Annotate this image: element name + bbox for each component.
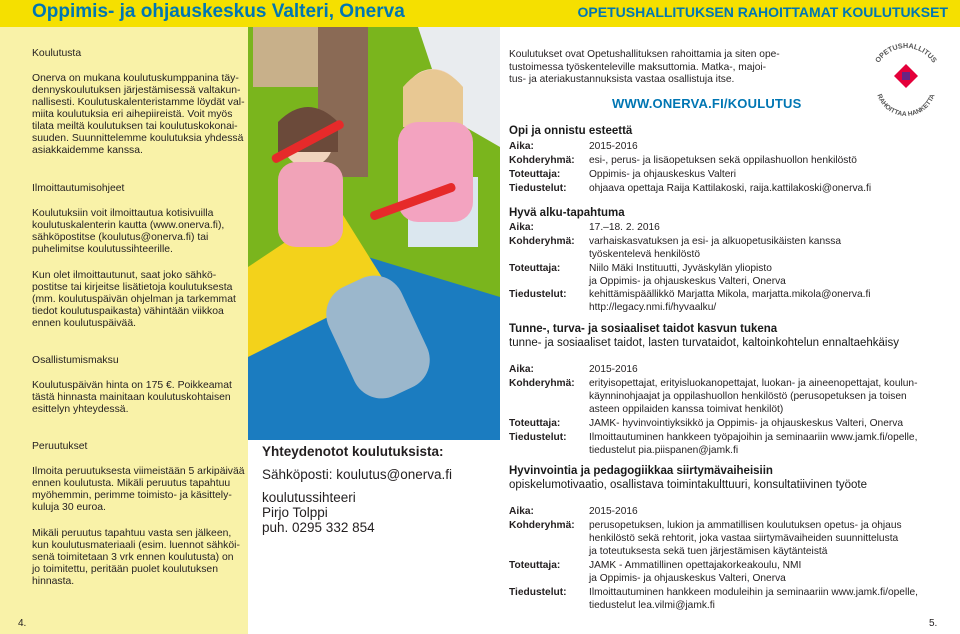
ilmo-p2-line-2: postitse tai kirjeitse lisätietoja koulutuksesta (32, 282, 233, 293)
osal-line-2: tästä hinnasta mainitaan koulutuskohtaisen (32, 392, 231, 403)
course-4-aika: 2015-2016 (589, 506, 638, 517)
logo-text-top: OPETUSHALLITUS (873, 40, 940, 65)
intro-line-3: tus- ja ateriakustannuksista vastaa osallistuja itse. (509, 74, 735, 86)
course-1-kohderyhma: esi-, perus- ja lisäopetuksen sekä oppilashuollon henkilöstö (589, 155, 857, 166)
course-2-toteuttaja-1: Niilo Mäki Instituutti, Jyväskylän yliopisto (589, 263, 772, 274)
course-4-title: Hyvinvointia ja pedagogiikkaa siirtymävaiheisiin (509, 465, 773, 477)
ilmo-line-4: puhelimitse koulutussihteerille. (32, 244, 173, 255)
koulutusta-line-7: asiakkaidemme kanssa. (32, 145, 143, 156)
course-1-toteuttaja: Oppimis- ja ohjauskeskus Valteri (589, 169, 737, 180)
course-2-tiedustelut-1: kehittämispäällikkö Marjatta Mikola, marjatta.mikola@onerva.fi (589, 289, 871, 300)
course-2-tiedustelut-2[interactable]: http://legacy.nmi.fi/hyvaalku/ (589, 302, 717, 313)
peru-line-2: ennen koulutusta. Mikäli peruutus tapahtuu (32, 478, 231, 489)
peru-line-3: myöhemmin, perimme toimisto- ja käsittely- (32, 490, 232, 501)
intro-line-1: Koulutukset ovat Opetushallituksen rahoittamia ja siten ope- (509, 49, 780, 60)
peru-p2-line-4: jo toimitettu, peritään puolet koulutuksen (32, 564, 218, 575)
course-3-kohderyhma-label: Kohderyhmä: (509, 378, 575, 389)
course-3-toteuttaja: JAMK- hyvinvointiyksikkö ja Oppimis- ja ohjauskeskus Valteri, Onerva (589, 418, 904, 429)
course-4-aika-label: Aika: (509, 506, 534, 517)
svg-text:OPETUSHALLITUS (873, 41, 939, 65)
course-3-kohderyhma-2: käynninohjaajat ja oppilashuollon henkilöstö (perusopetuksen ja toisen (589, 391, 907, 402)
koulutusta-line-3: nallisesti. Koulutuskalenteristamme löydät val- (32, 97, 245, 108)
contact-email[interactable]: Sähköposti: koulutus@onerva.fi (262, 467, 453, 482)
course-2-aika: 17.–18. 2. 2016 (589, 222, 660, 233)
children-photo (248, 27, 500, 440)
course-2-kohderyhma-1: varhaiskasvatuksen ja esi- ja alkuopetusikäisten kanssa (589, 236, 841, 247)
course-1-tiedustelut-label: Tiedustelut: (509, 183, 567, 194)
koulutusta-line-5: tilata meiltä koulutuksen tai koulutuskokonai- (32, 121, 238, 132)
course-4-tiedustelut-1: Ilmoittautuminen hankkeen moduleihin ja seminaariin www.jamk.fi/opelle, (589, 587, 918, 598)
svg-text:RAHOITTAA HANKETTA (875, 93, 936, 118)
course-4-subtitle: opiskelumotivaatio, osallistava toimintakulttuuri, konsultatiivinen työote (509, 479, 867, 491)
page-number-right: 5. (929, 618, 938, 629)
koulutusta-heading: Koulutusta (32, 48, 82, 59)
course-3-tiedustelut-2: tiedustelut pia.piispanen@jamk.fi (589, 445, 739, 456)
course-1-kohderyhma-label: Kohderyhmä: (509, 155, 575, 166)
ilmo-p2-line-1: Kun olet ilmoittautunut, saat joko sähkö- (32, 270, 217, 281)
koulutusta-line-6: suuden. Suunnittelemme koulutuksia yhdessä (32, 133, 244, 144)
course-1-toteuttaja-label: Toteuttaja: (509, 169, 561, 180)
ilmo-line-2: koulutuskalenterin kautta (www.onerva.fi), (32, 220, 225, 231)
peruutukset-heading: Peruutukset (32, 441, 88, 452)
contact-name: Pirjo Tolppi (262, 505, 328, 520)
course-4-kohderyhma-3: ja toteutuksesta sekä tuen järjestämisen käytänteistä (589, 546, 828, 557)
header-bar (0, 0, 960, 27)
course-4-toteuttaja-1: JAMK - Ammatillinen opettajakorkeakoulu, NMI (589, 560, 802, 571)
course-2-kohderyhma-label: Kohderyhmä: (509, 236, 575, 247)
peru-line-4: kuluja 30 euroa. (32, 502, 106, 513)
course-3-title: Tunne-, turva- ja sosiaaliset taidot kasvun tukena (509, 323, 778, 335)
peru-p2-line-5: hinnasta. (32, 576, 75, 587)
course-3-tiedustelut-label: Tiedustelut: (509, 432, 567, 443)
page-title: Oppimis- ja ohjauskeskus Valteri, Onerva (32, 1, 405, 22)
course-3-tiedustelut-1: Ilmoittautuminen hankkeen työpajoihin ja seminaariin www.jamk.fi/opelle, (589, 432, 918, 443)
course-2-kohderyhma-2: työskentelevä henkilöstö (589, 249, 700, 260)
ilmo-line-3: sähköpostitse (koulutus@onerva.fi) tai (32, 232, 209, 243)
ilmoittautuminen-heading: Ilmoittautumisohjeet (32, 183, 125, 194)
koulutusta-line-1: Onerva on mukana koulutuskumppanina täy- (32, 73, 239, 84)
course-3-subtitle: tunne- ja sosiaaliset taidot, lasten turvataidot, kaltoinkohtelun ennaltaehkäisy (509, 337, 899, 349)
course-3-kohderyhma-1: erityisopettajat, erityisluokanopettajat, luokan- ja aineenopettajat, koulun- (589, 378, 918, 389)
section-title: OPETUSHALLITUKSEN RAHOITTAMAT KOULUTUKSET (577, 4, 948, 20)
course-3-aika: 2015-2016 (589, 364, 638, 375)
page-number-left: 4. (18, 618, 27, 629)
koulutus-link[interactable]: WWW.ONERVA.FI/KOULUTUS (612, 96, 802, 111)
peru-p2-line-1: Mikäli peruutus tapahtuu vasta sen jälkeen, (32, 528, 232, 539)
logo-text-bottom: RAHOITTAA HANKETTA (875, 93, 937, 119)
ilmo-p2-line-4: tiedot koulutuspaikasta) vähintään viikkoa (32, 306, 224, 317)
course-1-tiedustelut: ohjaava opettaja Raija Kattilakoski, raija.kattilakoski@onerva.fi (589, 183, 872, 194)
osal-line-3: esittelyn yhteydessä. (32, 404, 129, 415)
course-1-title: Opi ja onnistu esteettä (509, 125, 633, 137)
koulutusta-line-4: miita koulutuksia eri aihepiireistä. Voit myös (32, 109, 233, 120)
course-2-aika-label: Aika: (509, 222, 534, 233)
course-4-kohderyhma-2: henkilöstö sekä rehtorit, joka vastaa siirtymävaiheiden suunnittelusta (589, 533, 899, 544)
course-2-tiedustelut-label: Tiedustelut: (509, 289, 567, 300)
ilmo-line-1: Koulutuksiin voit ilmoittautua kotisivuilla (32, 208, 214, 219)
osallistumismaksu-heading: Osallistumismaksu (32, 355, 119, 366)
course-3-toteuttaja-label: Toteuttaja: (509, 418, 561, 429)
course-2-title: Hyvä alku-tapahtuma (509, 207, 625, 219)
course-1-aika: 2015-2016 (589, 141, 638, 152)
course-4-kohderyhma-label: Kohderyhmä: (509, 520, 575, 531)
course-2-toteuttaja-2: ja Oppimis- ja ohjauskeskus Valteri, Onerva (589, 276, 786, 287)
peru-line-1: Ilmoita peruutuksesta viimeistään 5 arkipäivää (32, 466, 245, 477)
peru-p2-line-2: kun koulutusmateriaali (esim. luennot sähköi- (32, 540, 240, 551)
course-3-kohderyhma-3: asteen oppilaiden kanssa toimivat henkilöt) (589, 404, 784, 415)
course-4-toteuttaja-label: Toteuttaja: (509, 560, 561, 571)
contact-phone: puh. 0295 332 854 (262, 520, 375, 535)
course-2-toteuttaja-label: Toteuttaja: (509, 263, 561, 274)
contact-box (262, 444, 498, 535)
course-4-toteuttaja-2: ja Oppimis- ja ohjauskeskus Valteri, Onerva (589, 573, 786, 584)
peru-p2-line-3: senä toimitetaan 3 vrk ennen koulutusta) on (32, 552, 234, 563)
opetushallitus-logo (862, 36, 950, 124)
koulutusta-line-2: dennyskoulutuksen järjestämisessä valtakun- (32, 85, 241, 96)
course-1-aika-label: Aika: (509, 141, 534, 152)
contact-role: koulutussihteeri (262, 490, 356, 505)
ilmo-p2-line-3: (mm. koulutuspäivän ohjelman ja tarkemmat (32, 294, 236, 305)
course-4-tiedustelut-2: tiedustelut lea.vilmi@jamk.fi (589, 600, 715, 611)
intro-line-2: tustoimessa työskenteleville maksuttomia. Matka-, majoi- (509, 61, 767, 73)
ilmo-p2-line-5: ennen koulutuspäivää. (32, 318, 136, 329)
osal-line-1: Koulutuspäivän hinta on 175 €. Poikkeamat (32, 380, 232, 391)
course-4-kohderyhma-1: perusopetuksen, lukion ja ammatillisen koulutuksen opetus- ja ohjaus (589, 520, 902, 531)
contact-title: Yhteydenotot koulutuksista: (262, 444, 444, 459)
course-3-aika-label: Aika: (509, 364, 534, 375)
course-4-tiedustelut-label: Tiedustelut: (509, 587, 567, 598)
intro-text (509, 49, 799, 87)
